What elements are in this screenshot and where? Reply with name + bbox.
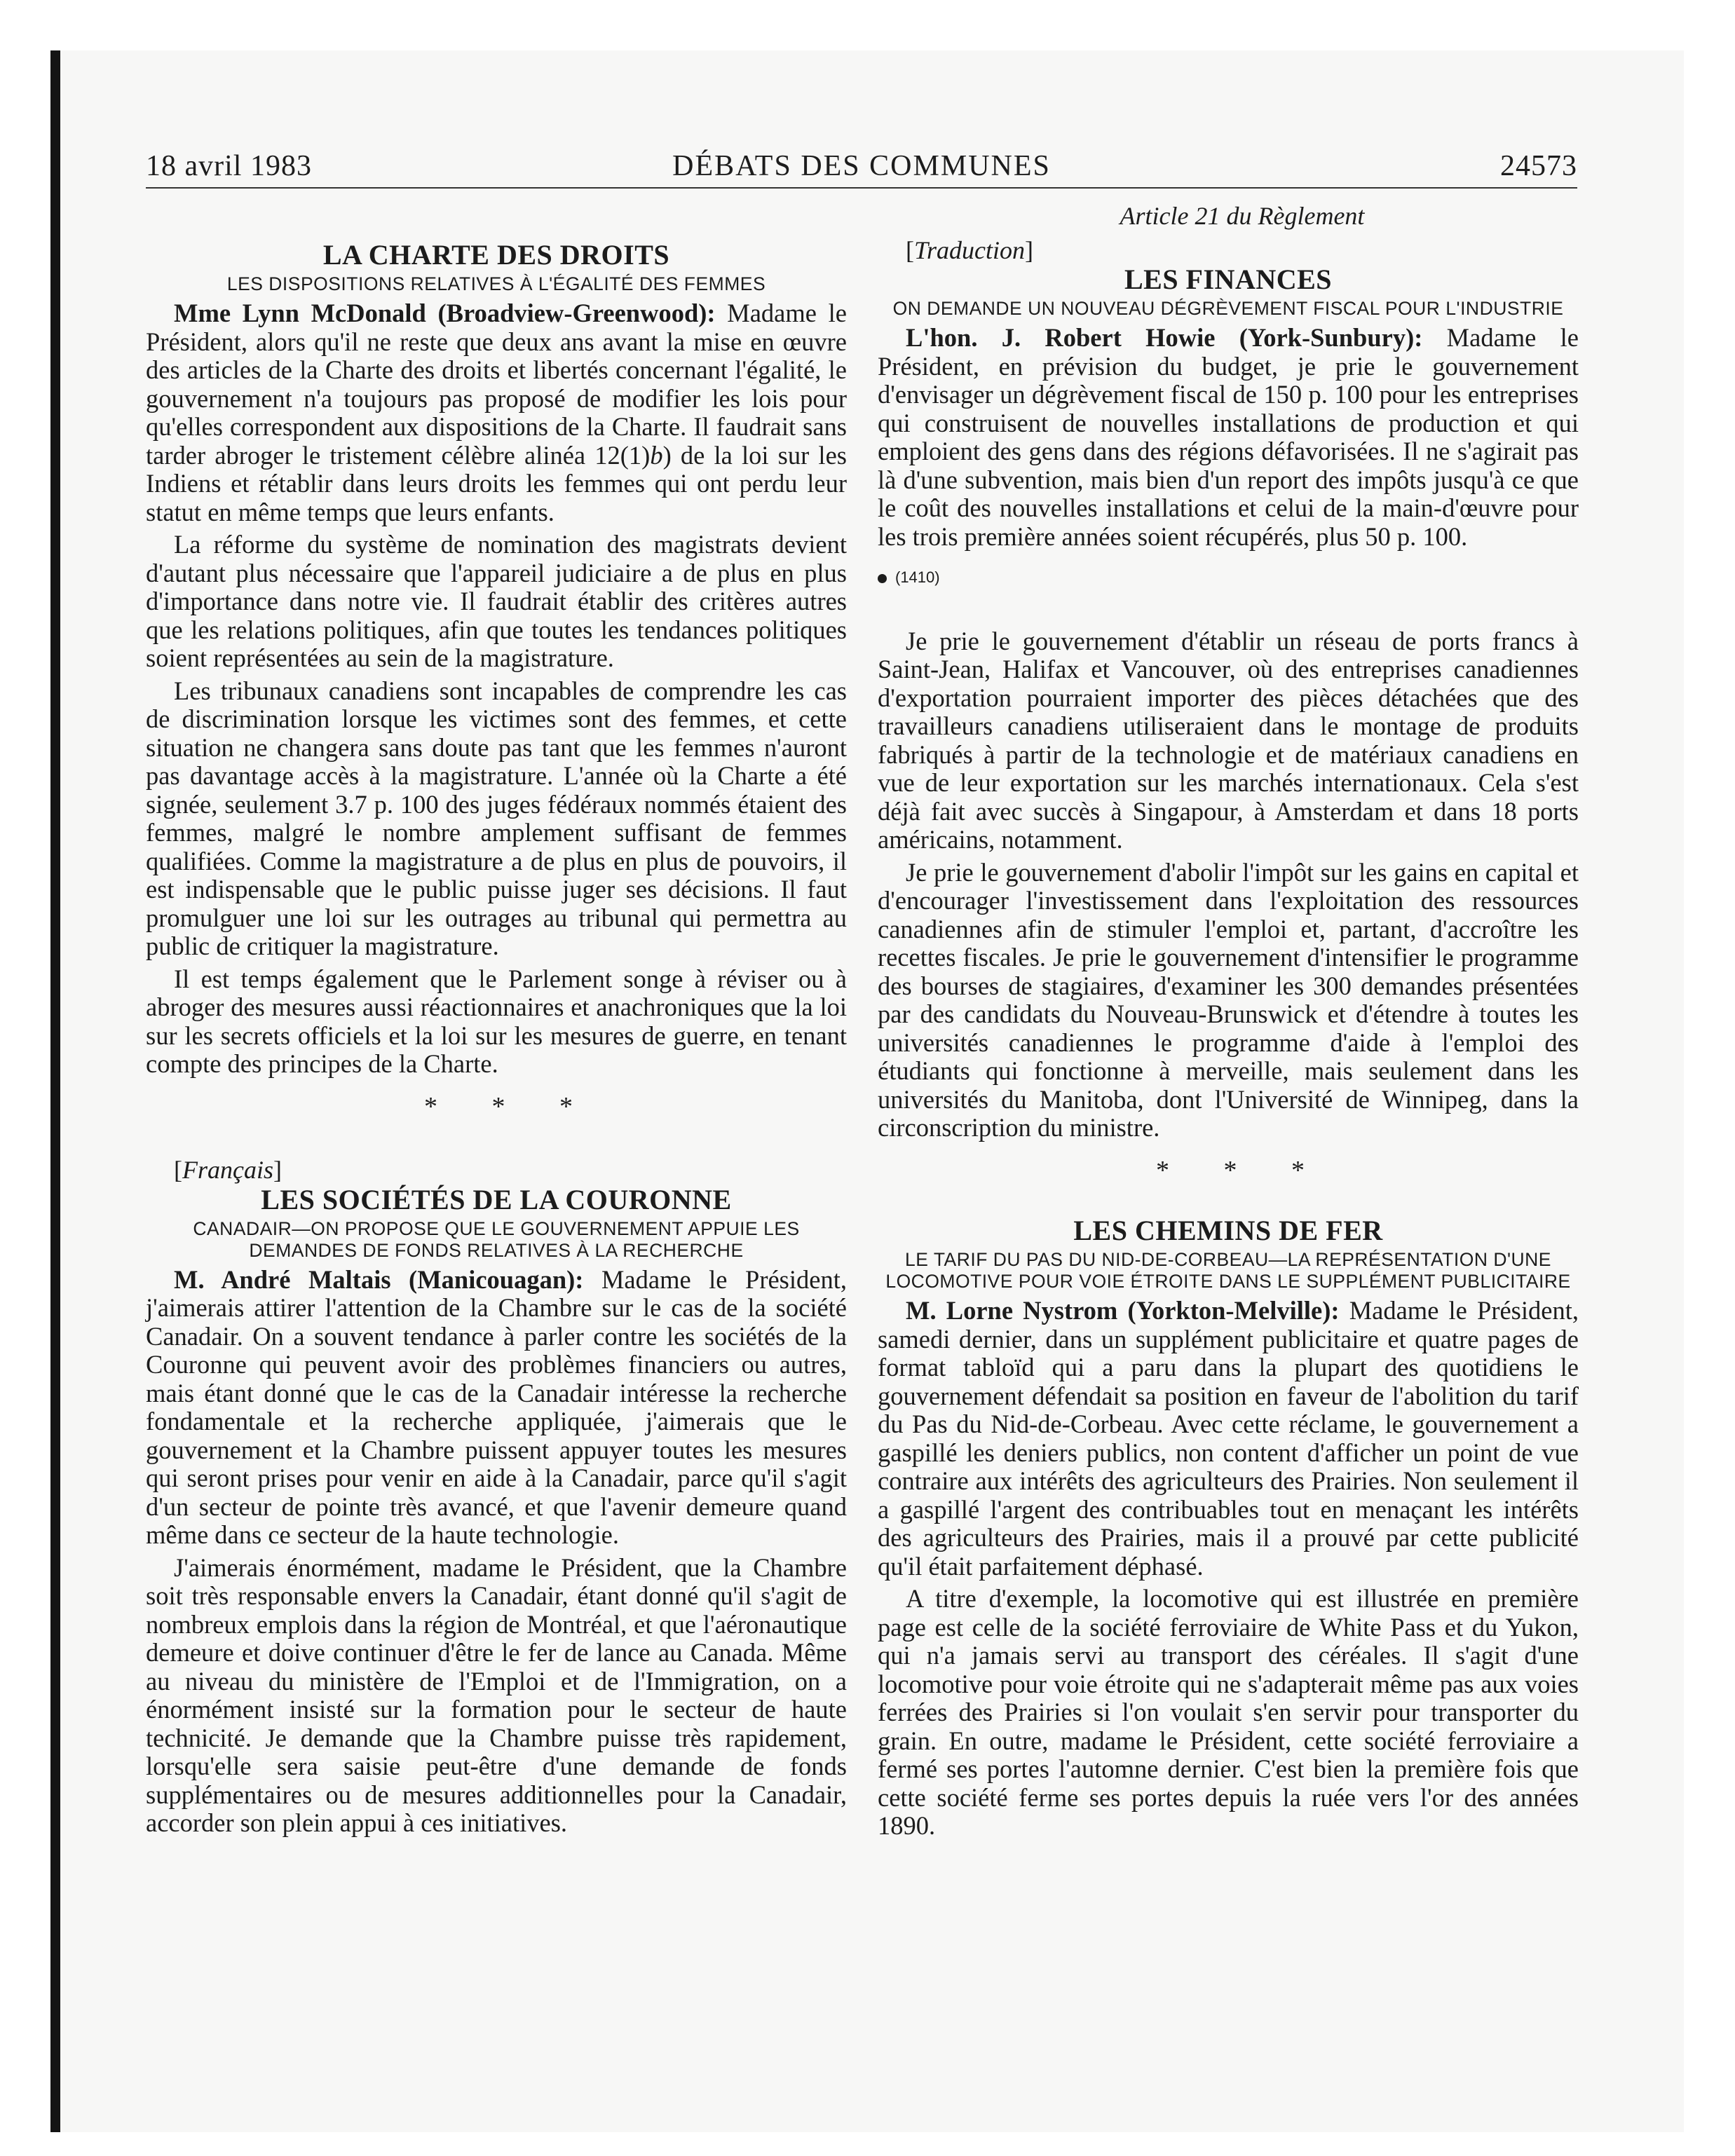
binding-edge [50,50,60,2132]
speaker-name: Mme Lynn McDonald (Broadview-Greenwood): [174,299,716,327]
page-header [146,144,1577,189]
language-label: [Français] [174,1156,282,1184]
paragraph: M. André Maltais (Manicouagan): Madame le Président, j'aimerais attirer l'attention de la Chambre sur le cas de la société Canadair. On a souvent tendance à parler contre les sociétés de la Couronne qui peuvent avoir des problèmes financiers ou autres, mais étant donné que le cas de la Canadair intéresse la recherche fondamentale et la recherche appliquée, j'aimerais que le gouvernement et la Chambre puissent appuyer toutes les mesures qui seront prises pour venir en aide à la Canadair, parce qu'il s'agit d'un secteur de pointe très avancé, et que l'avenir demeure quand même dans ce secteur de la haute technologie. [146,1264,847,1549]
timestamp: (1410) [878,564,1579,592]
header-date: 18 avril 1983 [146,150,312,182]
section-title: LES FINANCES [1124,264,1333,295]
section-subtitle: ON DEMANDE UN NOUVEAU DÉGRÈVEMENT FISCAL POUR L'INDUSTRIE [892,298,1564,319]
paragraph: L'hon. J. Robert Howie (York-Sunbury): Madame le Président, en prévision du budget, je prie le gouvernement d'envisager un dégrèvement fiscal de 150 p. 100 pour les entreprises qui construisent de nouvelles installations de production et qui emploient des gens dans des régions défavorisées. Il ne s'agirait pas là d'une subvention, mais bien d'un report des impôts jusqu'à ce que le coût des nouvelles installations et celui de la main-d'œuvre pour les trois première années soient récupérés, plus 50 p. 100. [878,323,1579,551]
paragraph: La réforme du système de nomination des magistrats devient d'autant plus nécessaire que l'appareil judiciaire a de plus en plus d'importance dans notre vie. Il faudrait établir des critères autres que les relations politiques, afin que toutes les tendances politiques soient représentées au sein de la magistrature. [146,530,847,672]
section-separator: * * * [1156,1155,1328,1185]
paragraph: M. Lorne Nystrom (Yorkton-Melville): Madame le Président, samedi dernier, dans un supplément publicitaire et quatre pages de format tabloïd qui a paru dans la plupart des quotidiens le gouvernement défendait sa position en faveur de l'abolition du tarif du Pas du Nid-de-Corbeau. Avec cette réclame, le gouvernement a gaspillé les deniers publics, non content d'afficher un point de vue contraire aux intérêts des agriculteurs des Prairies. Non seulement il a gaspillé l'argent des contribuables tout en menaçant les intérêts des agriculteurs des Prairies, mais il a prouvé par cette publicité qu'il était parfaitement déphasé. [878,1296,1579,1581]
paragraph: Mme Lynn McDonald (Broadview-Greenwood): Madame le Président, alors qu'il ne reste que deux ans avant la mise en œuvre des articles de la Charte des droits et libertés concernant l'égalité, le gouvernement n'a toujours pas proposé de modifier les lois pour qu'elles correspondent aux dispositions de la Charte. Il faudrait sans tarder abroger le tristement célèbre alinéa 12(1)b) de la loi sur les Indiens et rétablir dans leurs droits les femmes qui ont perdu leur statut en même temps que leurs enfants. [146,299,847,526]
section-subtitle: LES DISPOSITIONS RELATIVES À L'ÉGALITÉ DES FEMMES [226,273,766,294]
paragraph: Les tribunaux canadiens sont incapables de comprendre les cas de discrimination lorsque les victimes sont des femmes, et cette situation ne changera sans doute pas tant que les femmes n'auront pas davantage accès à la magistrature. L'année où la Charte a été signée, seulement 3.7 p. 100 des juges fédéraux nommés étaient des femmes, malgré le nombre amplement suffisant de femmes qualifiées. Comme la magistrature a de plus en plus de pouvoirs, il est indispensable que le public puisse juger ses décisions. Il faut promulguer une loi sur les outrages au tribunal qui permettra au public de critiquer la magistrature. [146,676,847,960]
section-subtitle: CANADAIR—ON PROPOSE QUE LE GOUVERNEMENT APPUIE LES DEMANDES DE FONDS RELATIVES À LA RECHERCHE [193,1217,800,1261]
bullet-icon [878,574,887,583]
section-title: LES CHEMINS DE FER [1073,1215,1383,1246]
language-label: [Traduction] [906,236,1034,264]
section-title: LA CHARTE DES DROITS [322,239,670,271]
speaker-name: L'hon. J. Robert Howie (York-Sunbury): [906,323,1423,352]
paragraph: Je prie le gouvernement d'abolir l'impôt sur les gains en capital et d'encourager l'investissement dans l'exploitation des ressources canadiennes afin de stimuler l'emploi et, partant, d'accroître les recettes fiscales. Je prie le gouvernement d'intensifier le programme des bourses de stagiaires, d'examiner les 300 demandes présentées par des candidats du Nouveau-Brunswick et d'étendre à toutes les universités canadiennes le programme d'aide à l'emploi des étudiants qui fonctionne à merveille, mais seulement dans les universités du Manitoba, dont l'Université de Winnipeg, dans la circonscription du ministre. [878,857,1579,1142]
paragraph: J'aimerais énormément, madame le Président, que la Chambre soit très responsable envers la Canadair, étant donné qu'il s'agit de nombreux emplois dans la région de Montréal, et que l'aéronautique demeure et doive continuer d'être le fer de lance au Canada. Même au niveau du ministère de l'Emploi et de l'Immigration, on a énormément insisté sur la formation pour le secteur de haute technicité. Je demande que la Chambre puisse très rapidement, lorsqu'elle sera saisie peut-être d'une demande de fonds supplémentaires ou de mesures additionnelles pour la Canadair, accorder son plein appui à ces initiatives. [146,1553,847,1837]
speaker-name: M. Lorne Nystrom (Yorkton-Melville): [906,1296,1340,1325]
speaker-name: M. André Maltais (Manicouagan): [174,1264,584,1294]
paragraph: A titre d'exemple, la locomotive qui est illustrée en première page est celle de la société ferroviaire de White Pass et du Yukon, qui n'a jamais servi au transport des céréales. Il s'agit d'une locomotive pour voie étroite qui ne s'adapterait même pas aux voies ferrées des Prairies si l'on voulait s'en servir pour transporter du grain. En outre, madame le Président, cette société ferroviaire a fermé ses portes l'automne dernier. C'est bien la première fois que cette société ferme ses portes depuis la ruée vers l'or des années 1890. [878,1584,1579,1840]
section-separator: * * * [424,1091,597,1121]
header-title: DÉBATS DES COMMUNES [672,150,1051,182]
standing-order-label: Article 21 du Règlement [1120,202,1365,230]
paragraph: Je prie le gouvernement d'établir un réseau de ports francs à Saint-Jean, Halifax et Vancouver, où des entreprises canadiennes d'exportation pourraient importer des pièces détachées que des travailleurs canadiens utiliseraient dans le montage de produits fabriqués à partir de la technologie et de matériaux canadiens en vue de leur exportation sur les marchés internationaux. Cela s'est déjà fait avec succès à Singapour, à Amsterdam et dans 18 ports américains, notamment. [878,626,1579,854]
section-title: LES SOCIÉTÉS DE LA COURONNE [261,1183,732,1215]
header-page-number: 24573 [1500,150,1577,182]
section-subtitle: LE TARIF DU PAS DU NID-DE-CORBEAU—LA REPRÉSENTATION D'UNE LOCOMOTIVE POUR VOIE ÉTROITE DANS LE SUPPLÉMENT PUBLICITAIRE [885,1249,1571,1292]
right-column [878,196,1579,1841]
paragraph: Il est temps également que le Parlement songe à réviser ou à abroger des mesures aussi réactionnaires et anachroniques que la loi sur les secrets officiels et la loi sur les mesures de guerre, en tenant compte des principes de la Charte. [146,964,847,1078]
left-column [146,196,847,1838]
